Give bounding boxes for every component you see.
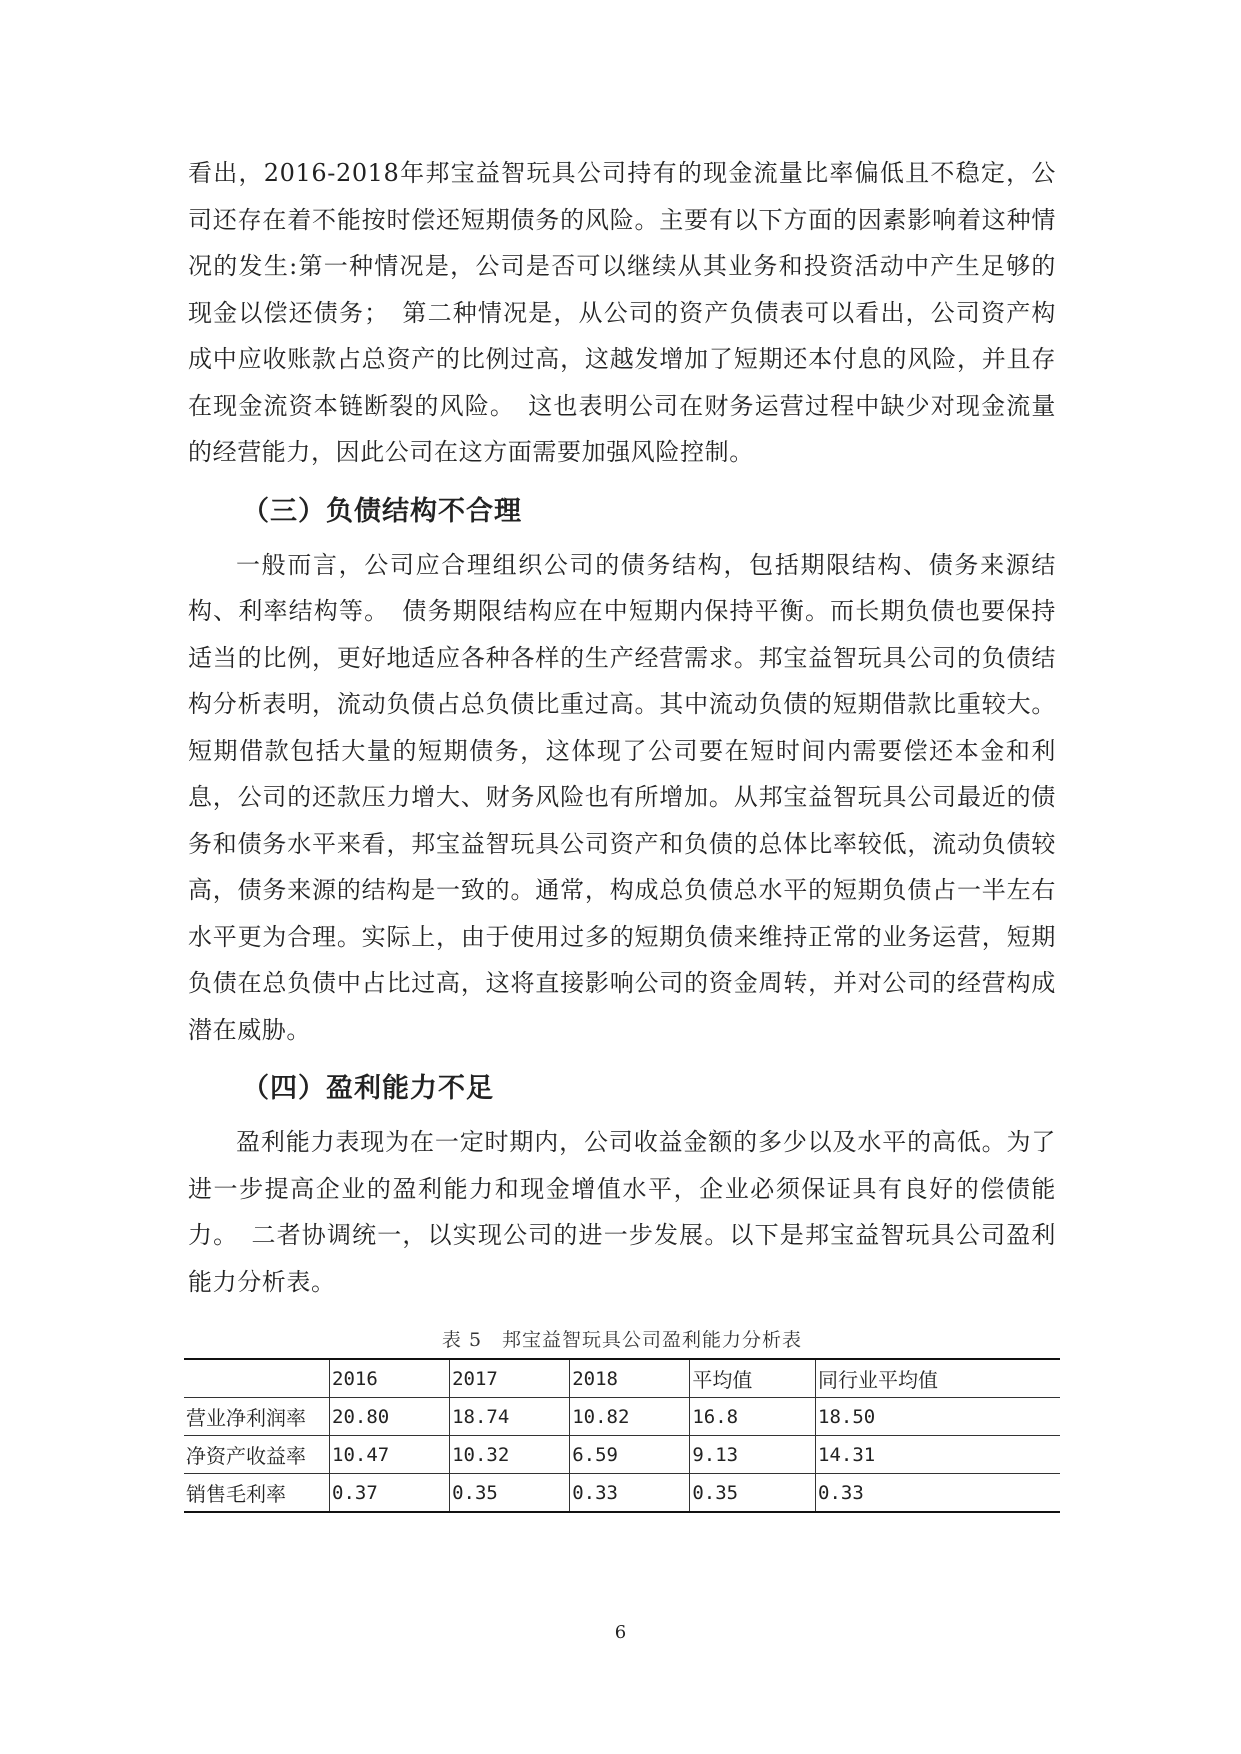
table-caption: 表 5 邦宝益智玩具公司盈利能力分析表: [441, 1329, 803, 1351]
table-row-label: 净资产收益率: [184, 1436, 330, 1474]
section-heading-profitability: （四）盈利能力不足: [242, 1073, 494, 1104]
paragraph-debt-structure: 一般而言，公司应合理组织公司的债务结构，包括期限结构、债务来源结构、利率结构等。 债务期限结构应在中短期内保持平衡。而长期负债也要保持适当的比例，更好地适应各种各样的生产经营需求。邦宝益智玩具公司的负债结构分析表明，流动负债占总负债比重过高。其中流动负债的短期借款比重较大。短期借款包括大量的短期债务，这体现了公司要在短时间内需要偿还本金和利息，公司的还款压力增大、财务风险也有所增加。从邦宝益智玩具公司最近的债务和债务水平来看，邦宝益智玩具公司资产和负债的总体比率较低，流动负债较高，债务来源的结构是一致的。通常，构成总负债总水平的短期负债占一半左右水平更为合理。实际上，由于使用过多的短期负债来维持正常的业务运营，短期负债在总负债中占比过高，这将直接影响公司的资金周转，并对公司的经营构成潜在威胁。: [188, 550, 1056, 1044]
table-cell: 16.8: [690, 1398, 816, 1436]
table-header-cell: 2017: [450, 1359, 570, 1398]
table-row-label: 销售毛利率: [184, 1474, 330, 1513]
table-cell: 18.74: [450, 1398, 570, 1436]
table-header-cell: [184, 1359, 330, 1398]
table-header-cell: 平均值: [690, 1359, 816, 1398]
table-header-cell: 同行业平均值: [816, 1359, 1060, 1398]
table-cell: 6.59: [570, 1436, 690, 1474]
paragraph-profitability: 盈利能力表现为在一定时期内，公司收益金额的多少以及水平的高低。为了进一步提高企业的盈利能力和现金增值水平，企业必须保证具有良好的偿债能力。 二者协调统一，以实现公司的进一步发展。以下是邦宝益智玩具公司盈利能力分析表。: [188, 1128, 1056, 1296]
table-cell: 9.13: [690, 1436, 816, 1474]
table-header-cell: 2018: [570, 1359, 690, 1398]
table-row-label: 营业净利润率: [184, 1398, 330, 1436]
table-cell: 10.47: [330, 1436, 450, 1474]
table-cell: 0.35: [690, 1474, 816, 1513]
table-cell: 0.33: [570, 1474, 690, 1513]
table-row: [184, 1398, 1060, 1436]
table-cell: 0.37: [330, 1474, 450, 1513]
table-cell: 0.33: [816, 1474, 1060, 1513]
page-number: 6: [614, 1622, 627, 1643]
paragraph-cash-flow-risk: 看出，2016-2018年邦宝益智玩具公司持有的现金流量比率偏低且不稳定，公司还存在着不能按时偿还短期债务的风险。主要有以下方面的因素影响着这种情况的发生:第一种情况是，公司是否可以继续从其业务和投资活动中产生足够的现金以偿还债务； 第二种情况是，从公司的资产负债表可以看出，公司资产构成中应收账款占总资产的比例过高，这越发增加了短期还本付息的风险，并且存在现金流资本链断裂的风险。 这也表明公司在财务运营过程中缺少对现金流量的经营能力，因此公司在这方面需要加强风险控制。: [188, 159, 1056, 466]
table-row: [184, 1474, 1060, 1513]
table-cell: 0.35: [450, 1474, 570, 1513]
page-content: [188, 150, 1056, 1513]
table-cell: 10.32: [450, 1436, 570, 1474]
table-header-cell: 2016: [330, 1359, 450, 1398]
table-cell: 10.82: [570, 1398, 690, 1436]
table-cell: 14.31: [816, 1436, 1060, 1474]
table-cell: 18.50: [816, 1398, 1060, 1436]
table-cell: 20.80: [330, 1398, 450, 1436]
profitability-table: [184, 1358, 1060, 1513]
table-row: [184, 1436, 1060, 1474]
table-header-row: [184, 1359, 1060, 1398]
section-heading-debt-structure: （三）负债结构不合理: [242, 495, 522, 527]
